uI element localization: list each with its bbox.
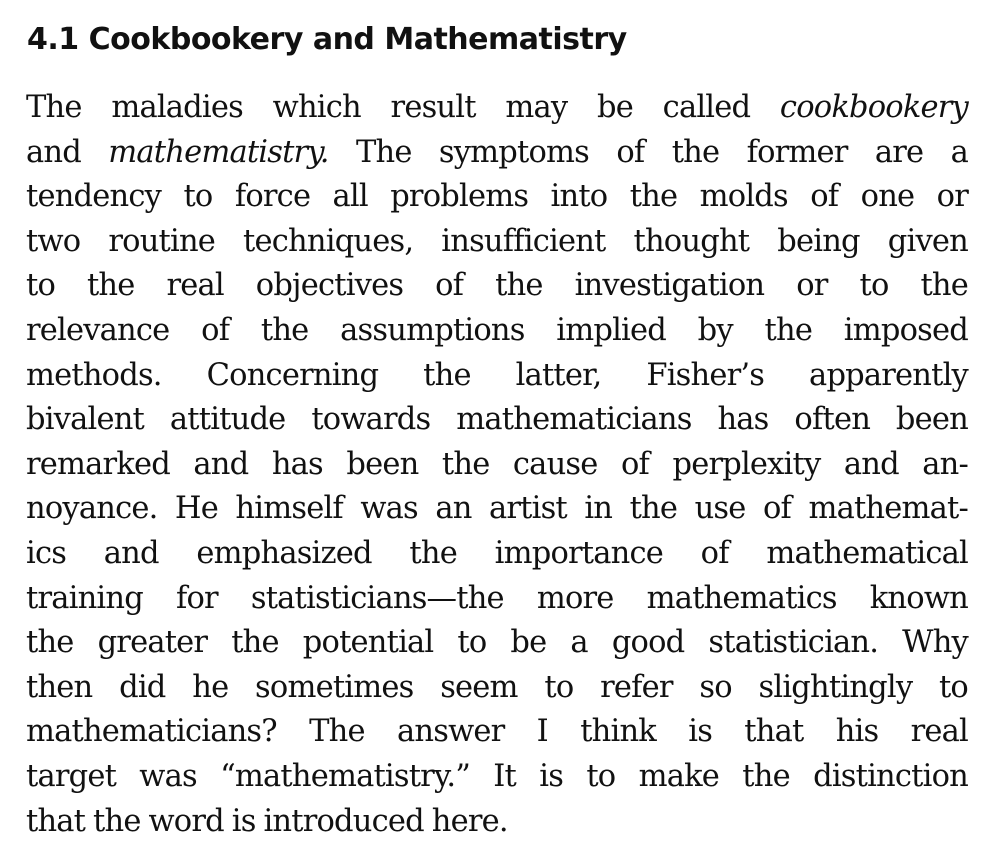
italic-term: cookbookery	[779, 90, 968, 125]
paragraph-line: relevance of the assumptions implied by the imposed	[26, 312, 968, 348]
italic-term: mathematistry.	[108, 134, 329, 170]
paragraph-line: tendency to force all problems into the molds of one or	[26, 179, 968, 215]
paragraph-line: target was “mathematistry.” It is to make the distinction	[26, 758, 968, 794]
paragraph-line: training for statisticians—the more mathematics known	[26, 580, 968, 616]
body-paragraph	[26, 86, 968, 844]
paragraph-line: to the real objectives of the investigation or to the	[26, 268, 968, 304]
paragraph-line: two routine techniques, insufficient thought being given	[26, 223, 968, 259]
section-title: Cookbookery and Mathematistry	[88, 22, 627, 57]
paragraph-line: and mathematistry. The symptoms of the former are a	[26, 134, 968, 170]
section-number: 4.1	[27, 22, 79, 57]
paragraph-line: mathematicians? The answer I think is that his real	[26, 714, 968, 750]
paragraph-line: bivalent attitude towards mathematicians has often been	[26, 402, 968, 438]
section-heading	[27, 22, 627, 57]
paragraph-line: remarked and has been the cause of perplexity and an-	[26, 446, 968, 482]
paragraph-line: The maladies which result may be called cookbookery	[26, 90, 968, 125]
paragraph-line: methods. Concerning the latter, Fisher’s apparently	[26, 357, 968, 393]
paragraph-line: the greater the potential to be a good statistician. Why	[26, 625, 968, 661]
paragraph-line: ics and emphasized the importance of mathematical	[26, 535, 968, 571]
paragraph-line: then did he sometimes seem to refer so slightingly to	[26, 669, 968, 705]
paragraph-line-last: that the word is introduced here.	[26, 803, 508, 839]
paragraph-line: noyance. He himself was an artist in the use of mathemat-	[26, 491, 968, 527]
